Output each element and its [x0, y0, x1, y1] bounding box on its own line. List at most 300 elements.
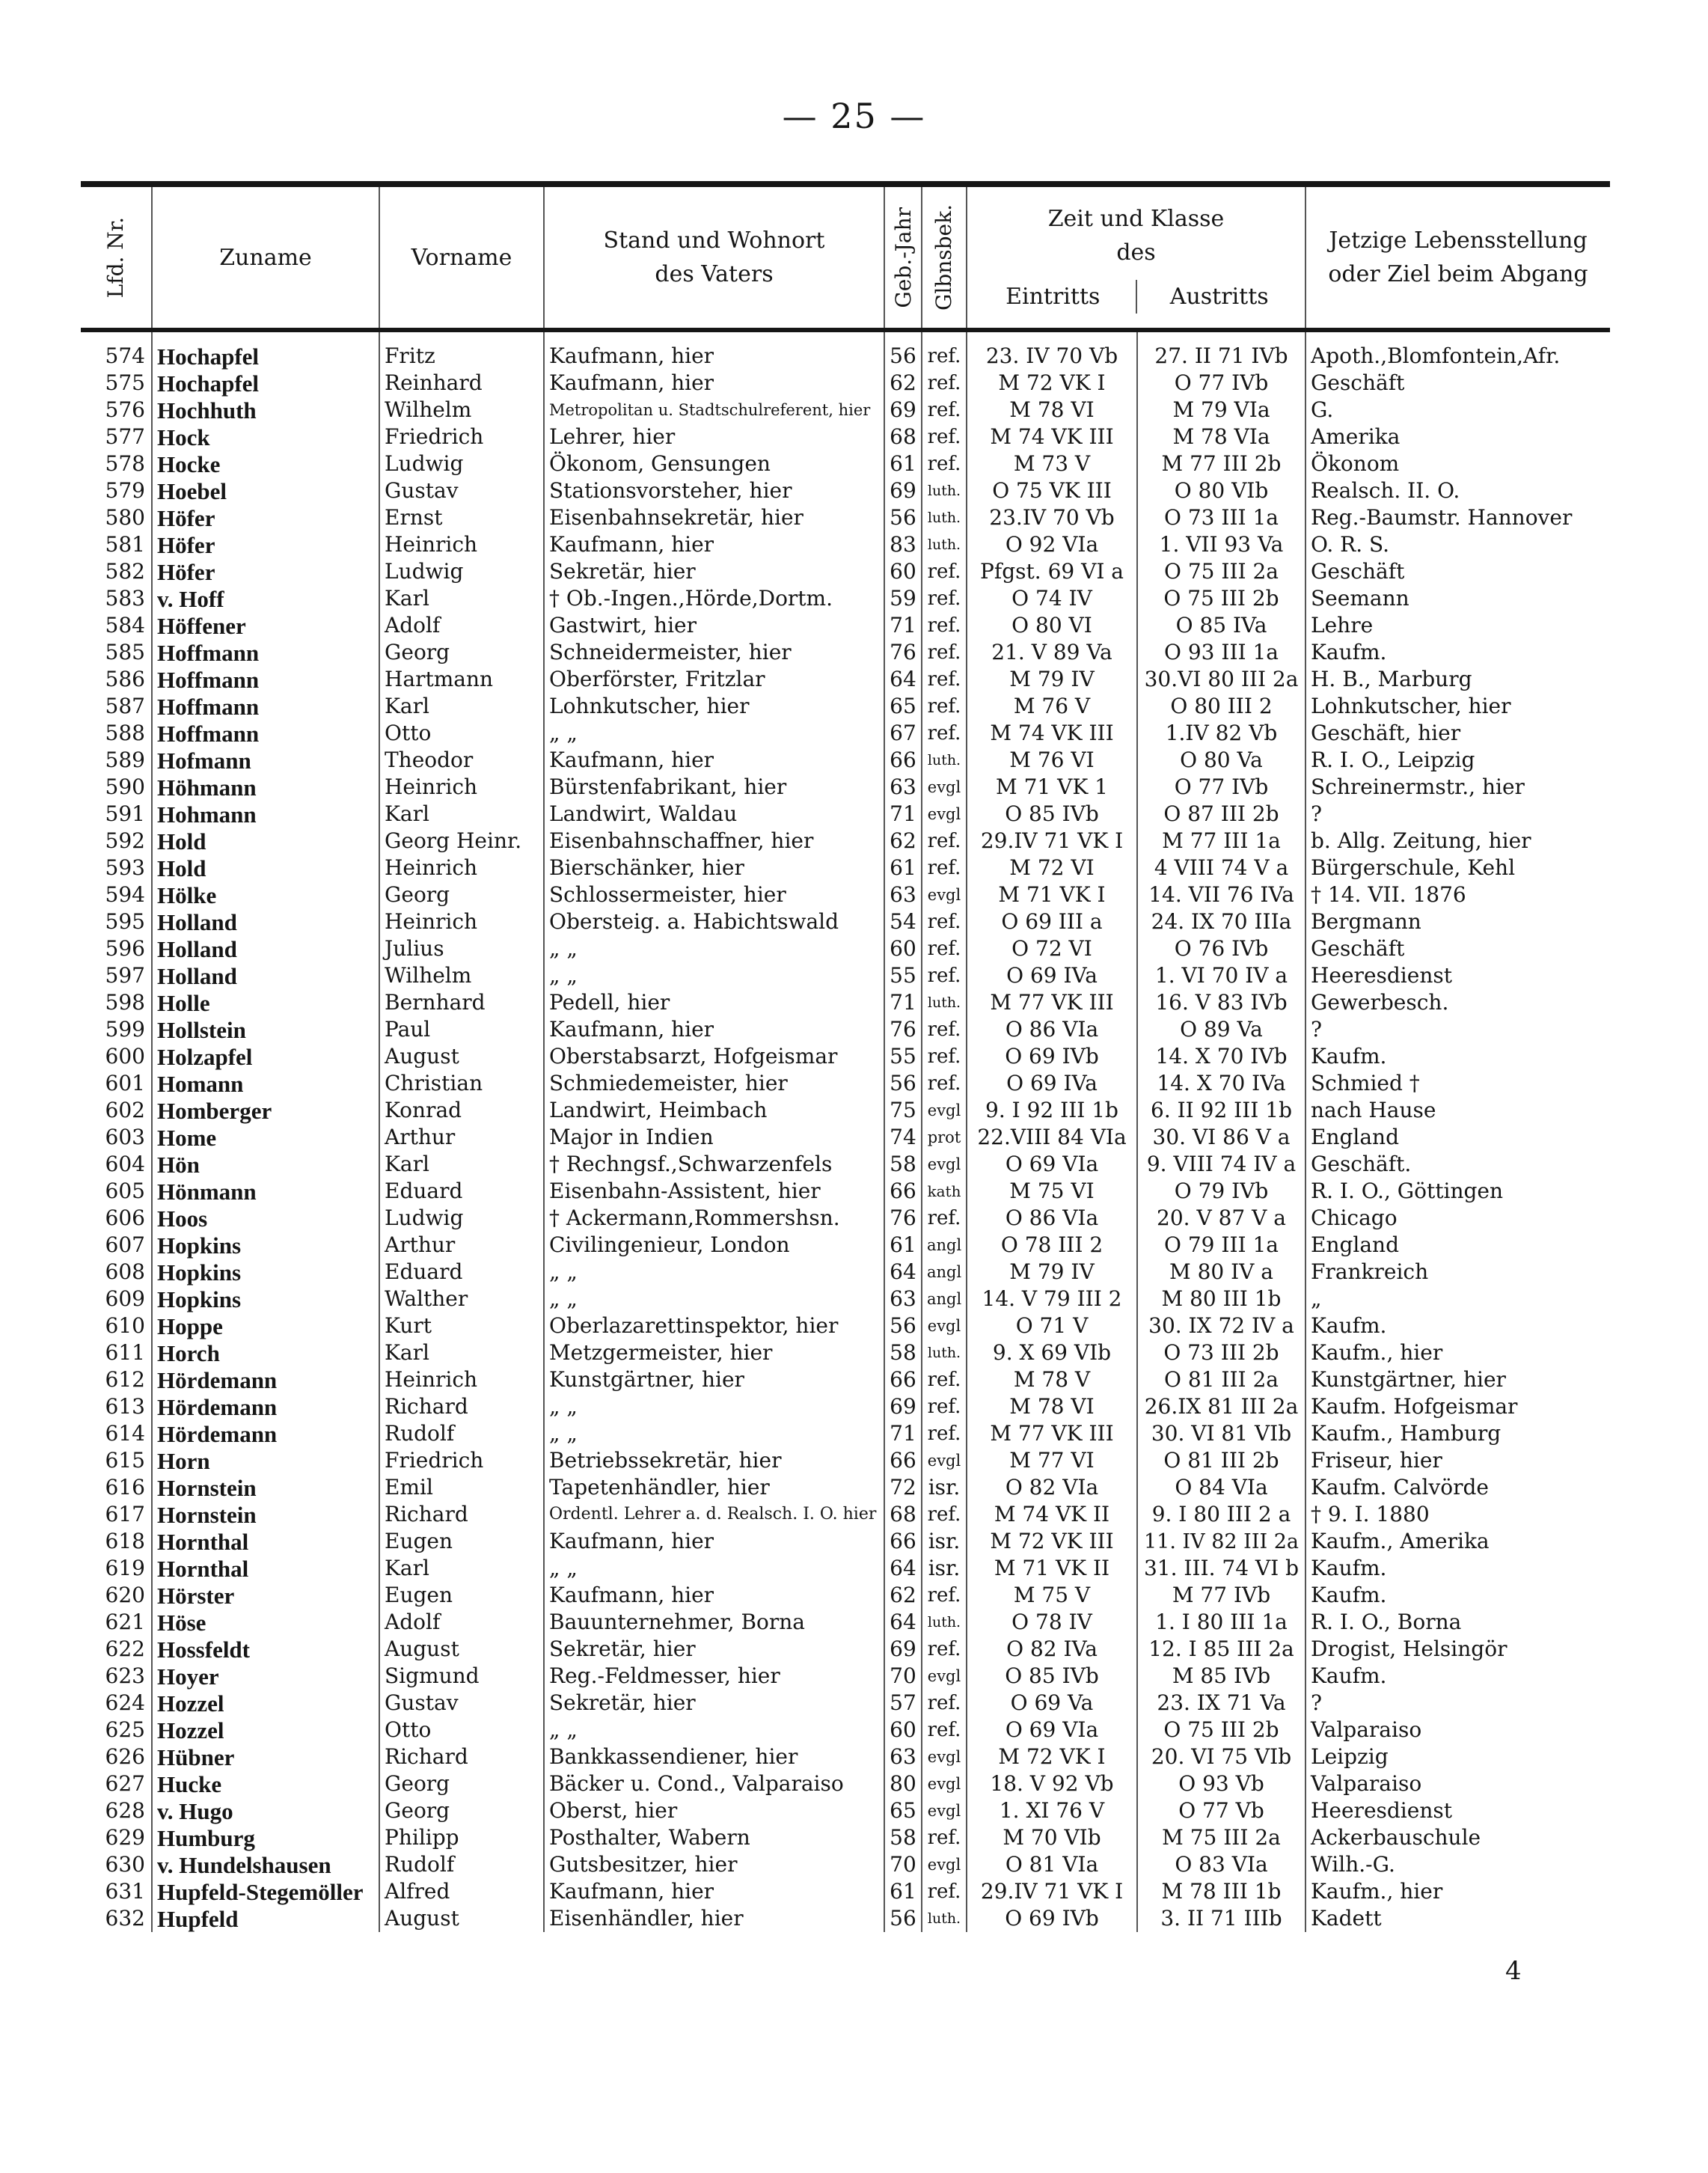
cell-stand: Kaufmann, hier: [544, 1528, 884, 1555]
cell-vorname: Wilhelm: [379, 397, 544, 424]
table-row: [81, 1528, 1610, 1555]
cell-austritt: O 77 Vb: [1137, 1797, 1306, 1824]
cell-glaub: angl: [922, 1286, 967, 1312]
cell-leben: Kaufm., Amerika: [1306, 1528, 1610, 1555]
cell-austritt: 3. II 71 IIIb: [1137, 1905, 1306, 1932]
cell-stand: Kaufmann, hier: [544, 1878, 884, 1905]
cell-nr: 599: [105, 1017, 145, 1042]
cell-zuname: Hopkins: [152, 1232, 379, 1259]
cell-nr: 626: [105, 1744, 145, 1769]
cell-eintritt: Pfgst. 69 VI a: [967, 558, 1137, 585]
cell-vorname: Fritz: [379, 330, 544, 370]
cell-glaub: evgl: [922, 881, 967, 908]
table-row: [81, 1070, 1610, 1097]
cell-nr: 608: [105, 1259, 145, 1284]
cell-nr: 623: [105, 1663, 145, 1688]
cell-glaub: evgl: [922, 774, 967, 801]
cell-leben: Kaufm. Hofgeismar: [1306, 1393, 1610, 1420]
cell-eintritt: O 69 IVb: [967, 1905, 1137, 1932]
cell-austritt: O 80 III 2: [1137, 693, 1306, 720]
cell-vorname: Christian: [379, 1070, 544, 1097]
cell-eintritt: O 69 IVa: [967, 1070, 1137, 1097]
cell-vorname: Georg Heinr.: [379, 828, 544, 855]
cell-leben: Leipzig: [1306, 1743, 1610, 1770]
table-row: [81, 989, 1610, 1016]
cell-eintritt: M 77 VK III: [967, 989, 1137, 1016]
cell-vorname: Friedrich: [379, 1447, 544, 1474]
table-row: [81, 1259, 1610, 1286]
cell-zuname: Hoffmann: [152, 720, 379, 747]
cell-glaub: ref.: [922, 666, 967, 693]
cell-vorname: Richard: [379, 1393, 544, 1420]
header-zeit-line2: des: [1116, 239, 1156, 266]
cell-austritt: O 81 III 2a: [1137, 1366, 1306, 1393]
cell-glaub: ref.: [922, 558, 967, 585]
cell-geb: 57: [884, 1690, 922, 1717]
cell-stand: Bürstenfabrikant, hier: [544, 774, 884, 801]
cell-austritt: M 80 IV a: [1137, 1259, 1306, 1286]
cell-vorname: Alfred: [379, 1878, 544, 1905]
cell-stand: „ „: [544, 1555, 884, 1582]
cell-nr: 575: [105, 370, 145, 395]
cell-eintritt: M 70 VIb: [967, 1824, 1137, 1851]
cell-nr: 585: [105, 640, 145, 664]
cell-austritt: M 79 VIa: [1137, 397, 1306, 424]
cell-stand: Tapetenhändler, hier: [544, 1474, 884, 1501]
cell-glaub: ref.: [922, 693, 967, 720]
cell-stand: Eisenbahnsekretär, hier: [544, 504, 884, 531]
cell-glaub: luth.: [922, 477, 967, 504]
cell-geb: 63: [884, 881, 922, 908]
cell-zuname: Hopkins: [152, 1259, 379, 1286]
cell-zuname: Holzapfel: [152, 1043, 379, 1070]
cell-zuname: Hupfeld-Stegemöller: [152, 1878, 379, 1905]
cell-eintritt: M 72 VI: [967, 855, 1137, 881]
cell-glaub: ref.: [922, 1690, 967, 1717]
cell-geb: 60: [884, 935, 922, 962]
cell-vorname: Adolf: [379, 1609, 544, 1636]
cell-glaub: ref.: [922, 1043, 967, 1070]
cell-zuname: Hoffmann: [152, 639, 379, 666]
cell-vorname: August: [379, 1043, 544, 1070]
cell-vorname: Rudolf: [379, 1851, 544, 1878]
cell-vorname: Julius: [379, 935, 544, 962]
cell-glaub: ref.: [922, 424, 967, 450]
cell-vorname: Georg: [379, 639, 544, 666]
cell-stand: Metropolitan u. Stadtschulreferent, hier: [544, 397, 884, 424]
cell-austritt: 24. IX 70 IIIa: [1137, 908, 1306, 935]
cell-vorname: Heinrich: [379, 855, 544, 881]
cell-glaub: prot: [922, 1124, 967, 1151]
cell-nr: 630: [105, 1852, 145, 1877]
cell-leben: O. R. S.: [1306, 531, 1610, 558]
cell-stand: Schlossermeister, hier: [544, 881, 884, 908]
cell-leben: Valparaiso: [1306, 1770, 1610, 1797]
cell-zuname: Hornstein: [152, 1474, 379, 1501]
table-row: [81, 1770, 1610, 1797]
cell-vorname: Bernhard: [379, 989, 544, 1016]
cell-leben: Seemann: [1306, 585, 1610, 612]
cell-geb: 66: [884, 1447, 922, 1474]
cell-stand: † Rechngsf.,Schwarzenfels: [544, 1151, 884, 1178]
table-row: [81, 747, 1610, 774]
cell-vorname: Ludwig: [379, 558, 544, 585]
table-row: [81, 330, 1610, 370]
cell-eintritt: M 74 VK II: [967, 1501, 1137, 1528]
cell-geb: 64: [884, 1555, 922, 1582]
cell-nr: 610: [105, 1313, 145, 1338]
table-row: [81, 1178, 1610, 1205]
cell-eintritt: M 76 V: [967, 693, 1137, 720]
cell-geb: 64: [884, 666, 922, 693]
cell-leben: R. I. O., Borna: [1306, 1609, 1610, 1636]
cell-glaub: ref.: [922, 908, 967, 935]
cell-glaub: ref.: [922, 1878, 967, 1905]
cell-nr: 605: [105, 1179, 145, 1203]
cell-geb: 76: [884, 639, 922, 666]
cell-zuname: Hozzel: [152, 1690, 379, 1717]
cell-leben: Wilh.-G.: [1306, 1851, 1610, 1878]
cell-leben: Kaufm.: [1306, 1312, 1610, 1339]
cell-eintritt: O 69 IVa: [967, 962, 1137, 989]
cell-eintritt: M 79 IV: [967, 666, 1137, 693]
cell-nr: 596: [105, 936, 145, 961]
cell-austritt: 14. X 70 IVb: [1137, 1043, 1306, 1070]
cell-leben: Friseur, hier: [1306, 1447, 1610, 1474]
cell-glaub: isr.: [922, 1474, 967, 1501]
header-austritt: Austritts: [1136, 280, 1303, 314]
cell-stand: Lohnkutscher, hier: [544, 693, 884, 720]
cell-eintritt: O 72 VI: [967, 935, 1137, 962]
cell-stand: Eisenbahnschaffner, hier: [544, 828, 884, 855]
cell-geb: 75: [884, 1097, 922, 1124]
cell-geb: 56: [884, 1070, 922, 1097]
cell-glaub: ref.: [922, 1636, 967, 1663]
cell-vorname: Eduard: [379, 1178, 544, 1205]
cell-geb: 61: [884, 450, 922, 477]
cell-austritt: O 85 IVa: [1137, 612, 1306, 639]
cell-eintritt: 9. I 92 III 1b: [967, 1097, 1137, 1124]
cell-nr: 577: [105, 424, 145, 449]
cell-eintritt: M 75 V: [967, 1582, 1137, 1609]
cell-nr: 581: [105, 532, 145, 557]
cell-glaub: ref.: [922, 397, 967, 424]
cell-geb: 64: [884, 1609, 922, 1636]
cell-leben: England: [1306, 1124, 1610, 1151]
cell-vorname: Kurt: [379, 1312, 544, 1339]
cell-glaub: evgl: [922, 1797, 967, 1824]
signature-mark: 4: [1505, 1956, 1522, 1986]
cell-zuname: Holle: [152, 989, 379, 1016]
cell-austritt: O 89 Va: [1137, 1016, 1306, 1043]
cell-austritt: M 77 III 1a: [1137, 828, 1306, 855]
cell-stand: Bierschänker, hier: [544, 855, 884, 881]
cell-nr: 609: [105, 1286, 145, 1311]
cell-stand: Oberförster, Fritzlar: [544, 666, 884, 693]
cell-austritt: O 77 IVb: [1137, 774, 1306, 801]
cell-vorname: Reinhard: [379, 370, 544, 397]
table-row: [81, 1124, 1610, 1151]
cell-leben: G.: [1306, 397, 1610, 424]
cell-vorname: August: [379, 1636, 544, 1663]
cell-nr: 590: [105, 774, 145, 799]
table-row: [81, 1555, 1610, 1582]
cell-stand: Sekretär, hier: [544, 1690, 884, 1717]
cell-zuname: Home: [152, 1124, 379, 1151]
cell-nr: 576: [105, 397, 145, 422]
cell-vorname: Karl: [379, 1339, 544, 1366]
table-row: [81, 1474, 1610, 1501]
table-row: [81, 666, 1610, 693]
cell-zuname: v. Hugo: [152, 1797, 379, 1824]
cell-austritt: O 80 VIb: [1137, 477, 1306, 504]
cell-nr: 622: [105, 1636, 145, 1661]
cell-nr: 614: [105, 1421, 145, 1446]
cell-zuname: Hornthal: [152, 1528, 379, 1555]
cell-vorname: Karl: [379, 1555, 544, 1582]
header-eintritt: Eintritts: [1005, 283, 1101, 310]
cell-austritt: O 75 III 2a: [1137, 558, 1306, 585]
cell-leben: Geschäft: [1306, 558, 1610, 585]
cell-vorname: Theodor: [379, 747, 544, 774]
cell-eintritt: O 81 VIa: [967, 1851, 1137, 1878]
cell-geb: 61: [884, 1878, 922, 1905]
cell-nr: 578: [105, 451, 145, 476]
cell-zuname: Hübner: [152, 1743, 379, 1770]
cell-austritt: 16. V 83 IVb: [1137, 989, 1306, 1016]
cell-vorname: Eduard: [379, 1259, 544, 1286]
cell-glaub: evgl: [922, 1097, 967, 1124]
cell-glaub: evgl: [922, 1770, 967, 1797]
cell-zuname: Hoyer: [152, 1663, 379, 1690]
cell-austritt: O 93 III 1a: [1137, 639, 1306, 666]
header-stand-line1: Stand und Wohnort: [603, 227, 825, 254]
cell-nr: 604: [105, 1152, 145, 1176]
cell-vorname: Friedrich: [379, 424, 544, 450]
cell-vorname: Otto: [379, 720, 544, 747]
cell-nr: 629: [105, 1825, 145, 1850]
cell-glaub: ref.: [922, 1366, 967, 1393]
cell-geb: 71: [884, 612, 922, 639]
cell-nr: 612: [105, 1367, 145, 1392]
table-row: [81, 1878, 1610, 1905]
cell-glaub: ref.: [922, 1824, 967, 1851]
cell-nr: 594: [105, 882, 145, 907]
cell-leben: Geschäft: [1306, 935, 1610, 962]
cell-leben: ?: [1306, 801, 1610, 828]
cell-eintritt: 29.IV 71 VK I: [967, 828, 1137, 855]
cell-leben: Drogist, Helsingör: [1306, 1636, 1610, 1663]
cell-stand: „ „: [544, 1259, 884, 1286]
cell-zuname: v. Hoff: [152, 585, 379, 612]
cell-zuname: Hön: [152, 1151, 379, 1178]
cell-eintritt: M 77 VK III: [967, 1420, 1137, 1447]
table-row: [81, 1636, 1610, 1663]
cell-eintritt: O 78 III 2: [967, 1232, 1137, 1259]
cell-vorname: Rudolf: [379, 1420, 544, 1447]
cell-leben: † 9. I. 1880: [1306, 1501, 1610, 1528]
cell-leben: Kaufm., Hamburg: [1306, 1420, 1610, 1447]
cell-stand: Schneidermeister, hier: [544, 639, 884, 666]
cell-austritt: 30. VI 81 VIb: [1137, 1420, 1306, 1447]
cell-geb: 76: [884, 1205, 922, 1232]
cell-vorname: Konrad: [379, 1097, 544, 1124]
cell-geb: 67: [884, 720, 922, 747]
cell-eintritt: M 72 VK I: [967, 370, 1137, 397]
cell-geb: 70: [884, 1851, 922, 1878]
cell-glaub: ref.: [922, 1501, 967, 1528]
cell-zuname: Hoffmann: [152, 666, 379, 693]
cell-austritt: O 75 III 2b: [1137, 1717, 1306, 1743]
cell-geb: 62: [884, 1582, 922, 1609]
cell-austritt: 1. VII 93 Va: [1137, 531, 1306, 558]
cell-stand: Kunstgärtner, hier: [544, 1366, 884, 1393]
cell-nr: 613: [105, 1394, 145, 1419]
cell-stand: Pedell, hier: [544, 989, 884, 1016]
cell-stand: Kaufmann, hier: [544, 531, 884, 558]
cell-glaub: evgl: [922, 1851, 967, 1878]
header-zuname: Zuname: [152, 184, 379, 330]
cell-eintritt: 22.VIII 84 VIa: [967, 1124, 1137, 1151]
table-row: [81, 558, 1610, 585]
table-row: [81, 908, 1610, 935]
cell-eintritt: M 74 VK III: [967, 424, 1137, 450]
cell-stand: „ „: [544, 962, 884, 989]
cell-stand: Gutsbesitzer, hier: [544, 1851, 884, 1878]
cell-stand: Gastwirt, hier: [544, 612, 884, 639]
cell-austritt: 9. I 80 III 2 a: [1137, 1501, 1306, 1528]
cell-geb: 58: [884, 1824, 922, 1851]
cell-vorname: Heinrich: [379, 1366, 544, 1393]
cell-stand: „ „: [544, 720, 884, 747]
cell-geb: 72: [884, 1474, 922, 1501]
cell-leben: Ökonom: [1306, 450, 1610, 477]
cell-geb: 56: [884, 1905, 922, 1932]
cell-eintritt: O 82 VIa: [967, 1474, 1137, 1501]
cell-austritt: O 79 IVb: [1137, 1178, 1306, 1205]
cell-geb: 68: [884, 424, 922, 450]
cell-geb: 83: [884, 531, 922, 558]
cell-nr: 597: [105, 963, 145, 988]
cell-austritt: 14. VII 76 IVa: [1137, 881, 1306, 908]
cell-glaub: luth.: [922, 504, 967, 531]
cell-nr: 588: [105, 721, 145, 745]
cell-nr: 617: [105, 1502, 145, 1526]
table-row: [81, 1743, 1610, 1770]
cell-geb: 69: [884, 397, 922, 424]
cell-geb: 61: [884, 855, 922, 881]
cell-glaub: ref.: [922, 612, 967, 639]
table-row: [81, 1851, 1610, 1878]
cell-leben: Gewerbesch.: [1306, 989, 1610, 1016]
cell-austritt: 6. II 92 III 1b: [1137, 1097, 1306, 1124]
table-row: [81, 962, 1610, 989]
cell-zuname: Hoos: [152, 1205, 379, 1232]
table-row: [81, 1905, 1610, 1932]
cell-leben: H. B., Marburg: [1306, 666, 1610, 693]
cell-zuname: Hupfeld: [152, 1905, 379, 1932]
cell-geb: 80: [884, 1770, 922, 1797]
cell-austritt: 1.IV 82 Vb: [1137, 720, 1306, 747]
table-row: [81, 1312, 1610, 1339]
cell-leben: Schreinermstr., hier: [1306, 774, 1610, 801]
cell-vorname: Paul: [379, 1016, 544, 1043]
header-leben: [1306, 184, 1610, 330]
cell-vorname: Karl: [379, 1151, 544, 1178]
table-row: [81, 639, 1610, 666]
cell-vorname: Hartmann: [379, 666, 544, 693]
cell-stand: Stationsvorsteher, hier: [544, 477, 884, 504]
table-row: [81, 370, 1610, 397]
cell-leben: Kaufm., hier: [1306, 1878, 1610, 1905]
table-row: [81, 1824, 1610, 1851]
cell-zuname: Hördemann: [152, 1366, 379, 1393]
cell-zuname: Hossfeldt: [152, 1636, 379, 1663]
cell-austritt: 27. II 71 IVb: [1137, 330, 1306, 370]
cell-zuname: Höhmann: [152, 774, 379, 801]
cell-stand: Civilingenieur, London: [544, 1232, 884, 1259]
cell-zuname: Hoppe: [152, 1312, 379, 1339]
cell-nr: 589: [105, 748, 145, 772]
cell-leben: Schmied †: [1306, 1070, 1610, 1097]
cell-austritt: M 78 III 1b: [1137, 1878, 1306, 1905]
cell-nr: 584: [105, 613, 145, 638]
cell-stand: „ „: [544, 1393, 884, 1420]
cell-stand: Reg.-Feldmesser, hier: [544, 1663, 884, 1690]
cell-leben: Apoth.,Blomfontein,Afr.: [1306, 330, 1610, 370]
cell-nr: 606: [105, 1205, 145, 1230]
cell-eintritt: M 78 VI: [967, 1393, 1137, 1420]
cell-leben: Lohnkutscher, hier: [1306, 693, 1610, 720]
cell-glaub: ref.: [922, 1393, 967, 1420]
cell-eintritt: M 71 VK 1: [967, 774, 1137, 801]
cell-austritt: O 73 III 1a: [1137, 504, 1306, 531]
cell-austritt: 9. VIII 74 IV a: [1137, 1151, 1306, 1178]
cell-austritt: 23. IX 71 Va: [1137, 1690, 1306, 1717]
cell-nr: 598: [105, 990, 145, 1015]
cell-geb: 59: [884, 585, 922, 612]
cell-zuname: Holland: [152, 908, 379, 935]
cell-austritt: O 76 IVb: [1137, 935, 1306, 962]
cell-zuname: Hördemann: [152, 1393, 379, 1420]
cell-stand: † Ob.-Ingen.,Hörde,Dortm.: [544, 585, 884, 612]
cell-austritt: 1. I 80 III 1a: [1137, 1609, 1306, 1636]
cell-vorname: Emil: [379, 1474, 544, 1501]
cell-glaub: luth.: [922, 531, 967, 558]
table-header: [81, 184, 1610, 330]
cell-zuname: Horch: [152, 1339, 379, 1366]
cell-geb: 58: [884, 1339, 922, 1366]
cell-geb: 68: [884, 1501, 922, 1528]
cell-geb: 55: [884, 1043, 922, 1070]
table-row: [81, 1286, 1610, 1312]
header-stand: [544, 184, 884, 330]
cell-eintritt: O 69 VIa: [967, 1151, 1137, 1178]
cell-geb: 61: [884, 1232, 922, 1259]
cell-glaub: angl: [922, 1259, 967, 1286]
header-nr: Lfd. Nr.: [81, 184, 152, 330]
cell-zuname: v. Hundelshausen: [152, 1851, 379, 1878]
cell-geb: 58: [884, 1151, 922, 1178]
cell-zuname: Hold: [152, 828, 379, 855]
header-glaub: Glbnsbek.: [922, 184, 967, 330]
table-row: [81, 1151, 1610, 1178]
cell-austritt: M 77 IVb: [1137, 1582, 1306, 1609]
table-row: [81, 1501, 1610, 1528]
cell-leben: Chicago: [1306, 1205, 1610, 1232]
table-row: [81, 1447, 1610, 1474]
table-row: [81, 585, 1610, 612]
